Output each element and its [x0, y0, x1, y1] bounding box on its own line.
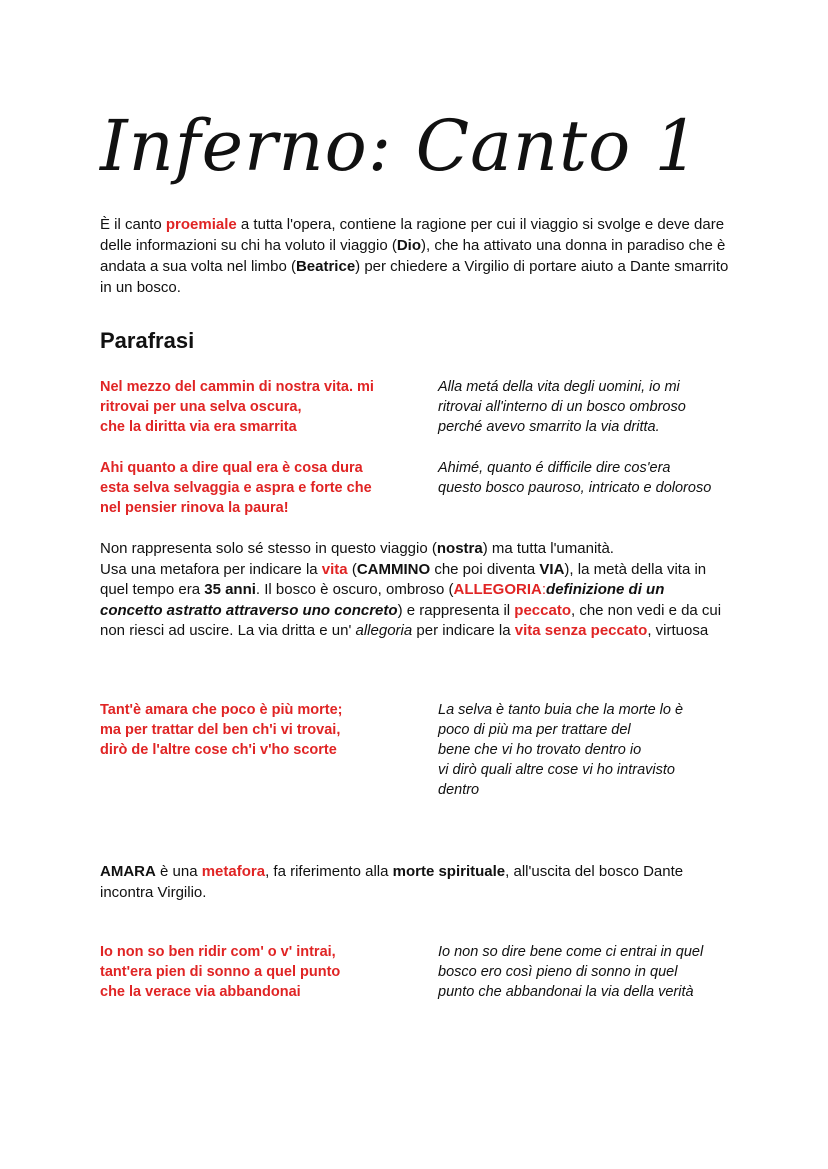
commentary-text: per indicare la: [412, 622, 515, 639]
keyword-vita: vita: [321, 560, 348, 578]
verse-block: [100, 377, 420, 437]
keyword-allegoria-italic: allegoria: [355, 622, 413, 639]
intro-text: a tutta l'opera, contiene la ragione per cui il viaggio si svolge e deve dare delle informazioni su chi ha voluto il viaggio (: [100, 216, 725, 254]
translation-block: [438, 942, 738, 1002]
keyword-via: VIA: [539, 560, 565, 578]
intro-text: È il canto: [100, 216, 166, 233]
verse-line: ritrovai per una selva oscura,: [100, 399, 302, 415]
commentary-text: , all'uscita del bosco Dante incontra Virgilio.: [100, 863, 684, 901]
commentary-text: ) ma tutta l'umanità.: [482, 540, 614, 557]
verse-line: nel pensier rinova la paura!: [100, 500, 289, 516]
translation-line: Ahimé, quanto é difficile dire cos'era: [438, 460, 671, 476]
translation-line: punto che abbandonai la via della verità: [438, 984, 694, 1000]
verse-line: che la diritta via era smarrita: [100, 419, 297, 435]
verse-block: [100, 942, 420, 1002]
translation-block: [438, 700, 738, 800]
keyword-peccato: peccato: [514, 601, 571, 619]
verse-line: Tant'è amara che poco è più morte;: [100, 702, 343, 718]
translation-line: Io non so dire bene come ci entrai in quel: [438, 944, 704, 960]
keyword-metafora: metafora: [201, 863, 266, 880]
verse-line: tant'era pien di sonno a quel punto: [100, 964, 341, 980]
keyword-nostra: nostra: [436, 540, 483, 557]
keyword-35-anni: 35 anni: [204, 581, 256, 598]
commentary-text: (: [347, 560, 357, 578]
translation-line: Alla metá della vita degli uomini, io mi: [438, 379, 680, 395]
verse-line: Ahi quanto a dire qual era è cosa dura: [100, 460, 363, 476]
translation-line: vi dirò quali altre cose vi ho intravisto: [438, 762, 675, 778]
translation-line: dentro: [438, 782, 480, 798]
commentary-paragraph: [100, 862, 725, 903]
commentary-text: , fa riferimento alla: [265, 863, 393, 880]
translation-line: ritrovai all'interno di un bosco ombroso: [438, 399, 686, 415]
page-title: Inferno: Canto 1: [100, 105, 701, 187]
translation-line: perché avevo smarrito la via dritta.: [438, 419, 660, 435]
translation-line: La selva è tanto buia che la morte lo è: [438, 702, 684, 718]
keyword-cammino: CAMMINO: [356, 560, 431, 578]
verse-line: dirò de l'altre cose ch'i v'ho scorte: [100, 742, 337, 758]
translation-line: bene che vi ho trovato dentro io: [438, 742, 642, 758]
keyword-allegoria: ALLEGORIA: [453, 581, 542, 598]
commentary-text: , che non vedi e da cui non riesci ad uscire. La via dritta e un': [100, 601, 722, 639]
intro-text: ) per chiedere a Virgilio di portare aiuto a Dante smarrito in un bosco.: [100, 258, 729, 296]
translation-block: [438, 458, 738, 498]
definition-text: definizione di un concetto astratto attraverso uno concreto: [100, 581, 665, 619]
verse-line: ma per trattar del ben ch'i vi trovai,: [100, 722, 341, 738]
colon: :: [541, 581, 547, 598]
keyword-proemiale: proemiale: [165, 216, 237, 233]
keyword-beatrice: Beatrice: [295, 258, 356, 275]
commentary-text: è una: [155, 863, 202, 880]
commentary-text: , virtuosa: [647, 622, 709, 639]
commentary-paragraph: [100, 539, 725, 642]
keyword-amara: AMARA: [100, 863, 156, 880]
verse-line: Nel mezzo del cammin di nostra vita. mi: [100, 379, 374, 395]
keyword-vita-senza-peccato: vita senza peccato: [514, 622, 648, 639]
commentary-text: ), la metà della vita in quel tempo era: [100, 560, 707, 598]
translation-line: questo bosco pauroso, intricato e doloroso: [438, 480, 712, 496]
section-heading: Parafrasi: [100, 328, 195, 353]
verse-line: che la verace via abbandonai: [100, 984, 301, 1000]
translation-line: poco di più ma per trattare del: [438, 722, 631, 738]
verse-line: esta selva selvaggia e aspra e forte che: [100, 480, 372, 496]
commentary-text: Usa una metafora per indicare la: [100, 560, 322, 578]
verse-block: [100, 700, 420, 760]
intro-paragraph: [100, 214, 730, 298]
commentary-text: ) e rappresenta il: [397, 601, 515, 619]
verse-block: [100, 458, 420, 518]
keyword-morte-spirituale: morte spirituale: [392, 863, 506, 880]
translation-block: [438, 377, 738, 437]
verse-line: Io non so ben ridir com' o v' intrai,: [100, 944, 336, 960]
commentary-text: . Il bosco è oscuro, ombroso (: [255, 581, 454, 598]
translation-line: bosco ero così pieno di sonno in quel: [438, 964, 678, 980]
commentary-text: Non rappresenta solo sé stesso in questo viaggio (: [100, 540, 437, 557]
keyword-dio: Dio: [396, 237, 421, 254]
intro-text: ), che ha attivato una donna in paradiso che è andata a sua volta nel limbo (: [100, 237, 726, 275]
commentary-text: che poi diventa: [430, 560, 540, 578]
